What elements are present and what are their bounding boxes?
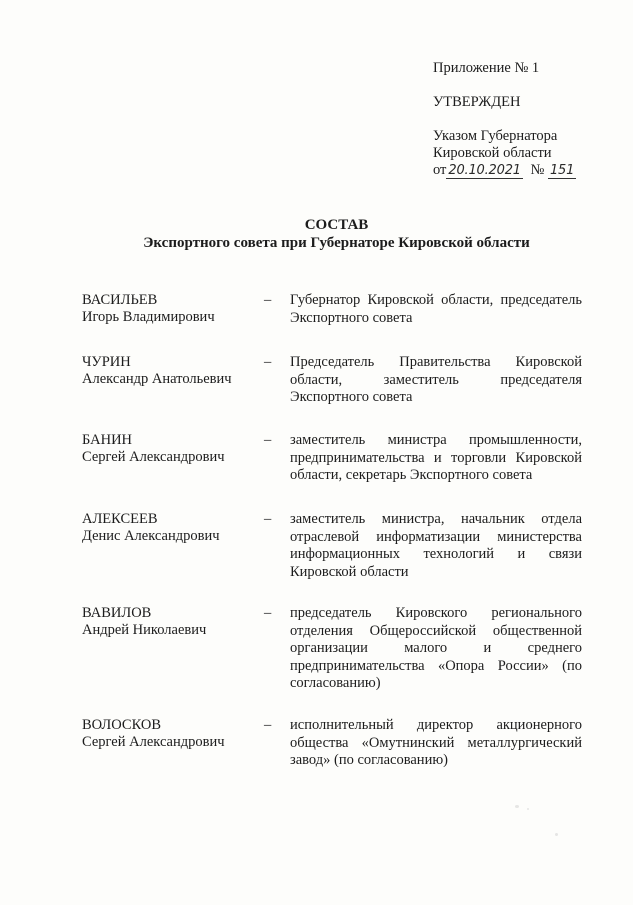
member-given-names: Сергей Александрович (82, 449, 225, 465)
member-dash: – (264, 432, 272, 448)
member-surname: АЛЕКСЕЕВ (82, 511, 158, 527)
decree-line-2: Кировской области (433, 145, 552, 161)
appendix-label: Приложение № 1 (433, 60, 540, 76)
member-role: Председатель Правительства Кировской области, заместитель председателя Экспортного совета (290, 354, 582, 405)
member-role: заместитель министра, начальник отдела отраслевой информатизации министерства информационных технологий и связи Кировской области (290, 511, 582, 580)
title-line-2: Экспортного совета при Губернаторе Кировской области (143, 235, 530, 251)
member-dash: – (264, 354, 272, 370)
member-role: исполнительный директор акционерного общества «Омутнинский металлургический завод» (по согласованию) (290, 717, 582, 768)
date-prefix: от (433, 162, 447, 178)
member-dash: – (264, 717, 272, 733)
handwritten-date: 20.10.2021 (448, 163, 521, 178)
member-name (82, 511, 262, 545)
member-name (82, 717, 262, 751)
scan-speck (527, 808, 529, 810)
member-given-names: Александр Анатольевич (82, 371, 232, 387)
approval-block (433, 60, 623, 179)
member-dash: – (264, 511, 272, 527)
member-surname: ВОЛОСКОВ (82, 717, 162, 733)
scan-speck (555, 833, 558, 836)
number-prefix: № (530, 162, 545, 178)
member-given-names: Андрей Николаевич (82, 622, 207, 638)
member-name (82, 432, 262, 466)
title-line-1: СОСТАВ (304, 217, 369, 233)
member-surname: ВАСИЛЬЕВ (82, 292, 158, 308)
member-surname: ЧУРИН (82, 354, 131, 370)
member-name (82, 354, 262, 388)
member-given-names: Сергей Александрович (82, 734, 225, 750)
member-given-names: Игорь Владимирович (82, 309, 215, 325)
document-title (0, 216, 633, 252)
member-name (82, 605, 262, 639)
scan-speck (515, 805, 519, 808)
decree-line-1: Указом Губернатора (433, 128, 558, 144)
member-surname: БАНИН (82, 432, 133, 448)
member-surname: ВАВИЛОВ (82, 605, 152, 621)
decree-date-line (433, 162, 623, 179)
member-dash: – (264, 605, 272, 621)
member-role: председатель Кировского регионального отделения Общероссийской общественной организации малого и среднего предпринимательства «Опора России» (по согласованию) (290, 605, 582, 691)
member-name (82, 292, 262, 326)
member-role: заместитель министра промышленности, предпринимательства и торговли Кировской области, секретарь Экспортного совета (290, 432, 582, 483)
member-given-names: Денис Александрович (82, 528, 220, 544)
approved-label: УТВЕРЖДЕН (433, 94, 521, 110)
member-role: Губернатор Кировской области, председатель Экспортного совета (290, 292, 582, 326)
handwritten-number: 151 (549, 163, 575, 178)
member-dash: – (264, 292, 272, 308)
